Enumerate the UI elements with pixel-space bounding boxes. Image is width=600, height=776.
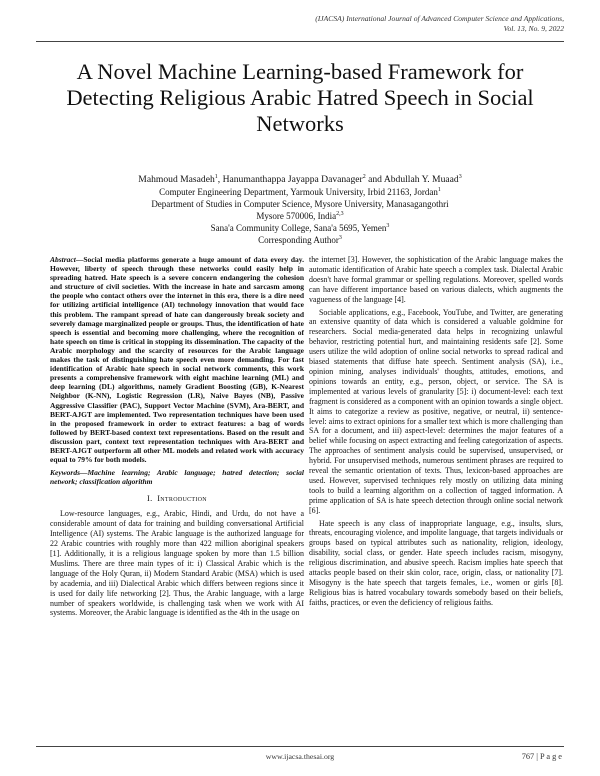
- page-number: 767 | P a g e: [521, 752, 562, 761]
- affiliation: Computer Engineering Department, Yarmouk University, Irbid 21163, Jordan: [159, 187, 438, 197]
- abstract-label: Abstract: [50, 255, 76, 264]
- footer-rule: [36, 746, 564, 747]
- author-name: and Abdullah Y. Muaad: [365, 174, 459, 185]
- left-column: [50, 255, 304, 621]
- author-list: [40, 174, 560, 187]
- affiliation: Mysore 570006, India: [256, 211, 337, 221]
- keywords: [50, 468, 304, 486]
- paper-title: A Novel Machine Learning-based Framework for Detecting Religious Arabic Hatred Speech in Social Networks: [66, 59, 534, 136]
- journal-name: (IJACSA) International Journal of Advanced Computer Science and Applications,: [315, 14, 564, 23]
- abstract-text: —Social media platforms generate a huge amount of data every day. However, liberty of speech through these networks could easily help in spreading hatred. Hate speech is a severe concern endangering the cohesion and structure of civil societies. With the increase in hate and sarcasm among the people who contact others over the internet in this era, there is a dire need for utilizing artificial intelligence (AI) technology innovation that would face this problem. The rampant spread of hate can dangerously break society and severely damage marginalized people or groups. Thus, the identification of hate speech is essential and becoming more challenging, where the recognition of hate speech on time is critical in stopping its dissemination. The capacity of the Arabic morphology and the scarcity of resources for the Arabic language makes the task of distinguishing hate speech even more demanding. For fast identification of Arabic hate speech in social network comments, this work presents a comprehensive framework with eight machine learning (ML) and deep learning (DL) algorithms, namely Gradient Boosting (GB), K-Nearest Neighbor (K-NN), Logistic Regression (LR), Naive Bayes (NB), Passive Aggressive Classifier (PAC), Support Vector Machine (SVM), Ara-BERT, and BERT-AJGT are implemented. Two representation techniques have been used in the proposed framework in order to extract features: a bag of words followed by BERT-based context text representations. Based on the result and discussion part, context text representation techniques with Ara-BERT and BERT-AJGT outperform all other ML models and related work with accuracy equal to 79% for both models.: [50, 255, 304, 465]
- author-sup: 2: [362, 173, 366, 180]
- keywords-text: —Machine learning; Arabic language; hatred detection; social network; classification algorithm: [50, 468, 304, 487]
- abstract: [50, 255, 304, 464]
- affiliation: Department of Studies in Computer Science, Mysore University, Manasagangothri: [151, 199, 449, 209]
- section-heading: [50, 494, 304, 503]
- affiliation: Corresponding Author: [258, 235, 339, 245]
- section-numeral: I.: [147, 494, 153, 504]
- author-sup: 1: [214, 173, 218, 180]
- paragraph: the internet [3]. However, the sophistication of the Arabic language makes the automatic identification of Arabic hate speech a complex task. Dialectal Arabic doesn't have formal grammar or spelling regulations. Moreover, spelled words can have different importance based on various dialects, which augments the vagueness of the language [4].: [309, 255, 563, 304]
- author-sup: 3: [458, 173, 462, 180]
- author-name: , Hanumanthappa Jayappa Davanager: [217, 174, 363, 185]
- affiliation-sup: 3: [338, 235, 342, 241]
- section-title: Introduction: [157, 494, 207, 504]
- author-name: Mahmoud Masadeh: [138, 174, 215, 185]
- paragraph: Hate speech is any class of inappropriate language, e.g., insults, slurs, threats, encouraging violence, and impolite language, that targets individuals or groups based on typical attributes such as nationality, religion, ideology, disability, social class, or gender. Hate speech includes racism, misogyny, religious discrimination, and abusive speech. Racism implies hate speech that attacks people based on their skin color, race, origin, class, or nationality [7]. Misogyny is the hate speech that targets females, i.e., women or girls [8]. Religious bias is hatred vocabulary towards somebody based on their beliefs, faiths, practices, or even the deficiency of religious faiths.: [309, 518, 563, 607]
- right-column: [309, 255, 563, 611]
- paragraph: Sociable applications, e.g., Facebook, YouTube, and Twitter, are generating an extensive quantity of data which is considered a valuable goldmine for researchers. Social media-generated data helps in recognizing unlawful behavior, restricting potential hurt, and maintaining residents safe [2]. Some users utilize the wild adoption of online social networks to spread radical and biased statements that diffuse hate speech. Sentiment analysis (SA), i.e., opinion mining, analyses individuals' thoughts, attitudes, emotions, and opinions towards an entity, e.g., person, object, or service. The SA is implemented at various levels of granularity [5]: i) document-level: each text fragment is considered as a component with an opinion towards a single object. It aims to categorize a review as positive, negative, or neutral, ii) sentence-level: aims to extract opinions for a smaller text which is more challenging than SA for a document, and iii) aspect-level: determines the major features of a belief while focusing on aspect extracting and feeling categorization of aspects. The approaches of sentiment analysis could be supervised, unsupervised, or hybrid. For unsupervised methods, numerous sentiment phrases are required to reveal the semantic orientation of texts. Thus, lexicon-based approaches are used. However, supervised techniques rely mostly on utilizing data mining tools to build a learning algorithm on a collection of tagged information. A prime application of SA is hate speech detection through online social network [6].: [309, 307, 563, 515]
- journal-volume: Vol. 13, No. 9, 2022: [503, 24, 564, 33]
- affiliation-sup: 1: [437, 187, 441, 193]
- journal-header: [234, 14, 564, 34]
- affiliations: [40, 186, 560, 246]
- footer-url: www.ijacsa.thesai.org: [265, 752, 335, 761]
- header-rule: [36, 41, 564, 42]
- affiliation-sup: 3: [386, 223, 390, 229]
- affiliation: Sana'a Community College, Sana'a 5695, Yemen: [210, 223, 387, 233]
- keywords-label: Keywords: [50, 468, 80, 478]
- affiliation-sup: 2,3: [336, 211, 344, 217]
- paragraph: Low-resource languages, e.g., Arabic, Hindi, and Urdu, do not have a considerable amount of data for training and building conversational Artificial Intelligence (AI) systems. The Arabic language is the authorized language for 22 Arabic countries with roughly more than 422 million aboriginal speakers [1]. Additionally, it is a religious language spoken by more than 1.5 billion Muslims. There are three main types of it: i) Classical Arabic which is the language of the Holy Quran, ii) Modern Standard Arabic (MSA) which is used by academia, and iii) Dialectical Arabic which differs between regions since it is used for daily life networking [2]. Thus, the Arabic language, with a large number of speakers worldwide, is challenging task when we work with AI systems. Moreover, the Arabic language is identified as the 4th in the usage on: [50, 509, 304, 618]
